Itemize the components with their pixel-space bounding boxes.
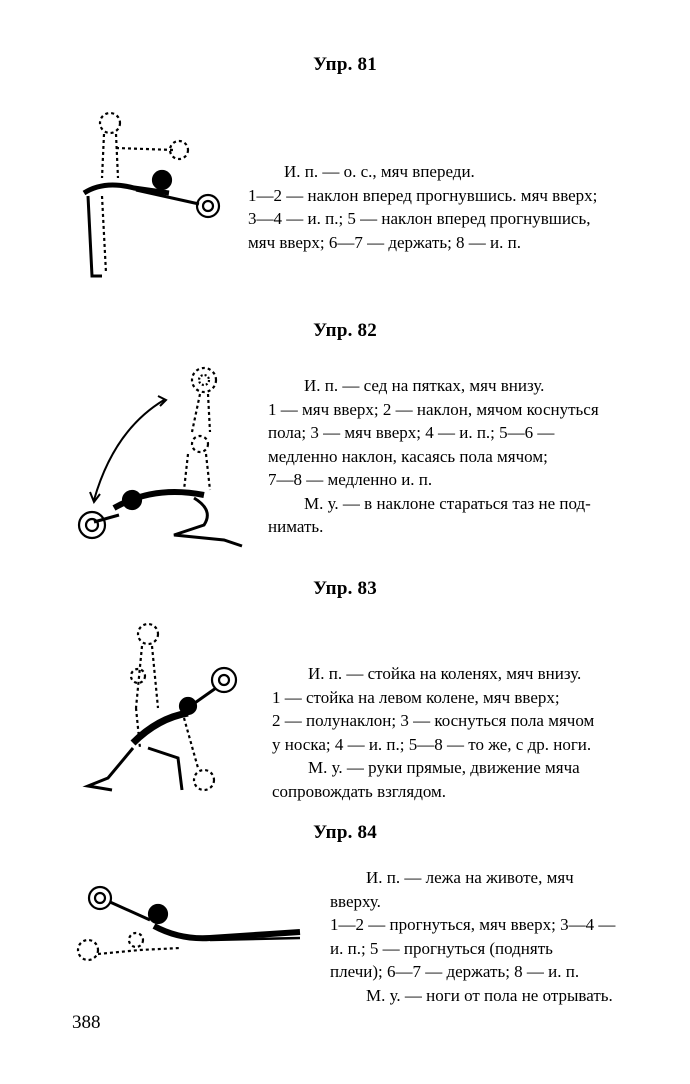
text-line: М. у. — в наклоне стараться таз не под-	[304, 493, 591, 513]
text-line: И. п. — стойка на коленях, мяч внизу.	[308, 664, 582, 683]
text-line: 1 — мяч вверх; 2 — наклон, мячом коснуться	[268, 399, 599, 419]
text-line: 1—2 — наклон вперед прогнувшись. мяч вверх;	[248, 185, 598, 205]
text-line: И. п. — о. с., мяч впереди.	[284, 162, 475, 181]
exercise-83-text	[272, 662, 644, 803]
exercise-84-text	[330, 866, 642, 1007]
text-line: И. п. — лежа на животе, мяч	[366, 868, 574, 887]
text-line: 1—2 — прогнуться, мяч вверх; 3—4 —	[330, 915, 616, 934]
text-line: 1 — стойка на левом колене, мяч вверх;	[272, 687, 560, 707]
exercise-83-figure	[78, 618, 258, 803]
text-line: пола; 3 — мяч вверх; 4 — и. п.; 5—6 —	[268, 423, 555, 442]
text-line: И. п. — сед на пятках, мяч внизу.	[304, 376, 545, 395]
text-line: нимать.	[268, 517, 324, 536]
text-line: сопровождать взглядом.	[272, 781, 447, 801]
text-line: М. у. — ноги от пола не отрывать.	[366, 985, 613, 1005]
text-line: 7—8 — медленно и. п.	[268, 470, 433, 489]
exercise-82-text	[268, 374, 646, 539]
exercise-82-figure	[74, 360, 254, 555]
exercise-84-title: Упр. 84	[313, 822, 377, 843]
exercise-83-title: Упр. 83	[313, 578, 377, 599]
exercise-81-title: Упр. 81	[313, 54, 377, 75]
text-line: 3—4 — и. п.; 5 — наклон вперед прогнувшись,	[248, 209, 591, 228]
text-line: плечи); 6—7 — держать; 8 — и. п.	[330, 962, 580, 981]
text-line: 2 — полунаклон; 3 — коснуться пола мячом	[272, 711, 595, 730]
text-line: вверху.	[330, 891, 381, 911]
text-line: и. п.; 5 — прогнуться (поднять	[330, 938, 553, 958]
page-number: 388	[72, 1012, 101, 1033]
exercise-81-text	[248, 160, 648, 254]
text-line: медленно наклон, касаясь пола мячом;	[268, 446, 548, 466]
exercise-81-figure	[74, 108, 234, 283]
exercise-84-figure	[70, 878, 320, 973]
exercise-82-title: Упр. 82	[313, 320, 377, 341]
text-line: мяч вверх; 6—7 — держать; 8 — и. п.	[248, 232, 521, 252]
text-line: у носка; 4 — и. п.; 5—8 — то же, с др. ноги.	[272, 734, 592, 754]
text-line: М. у. — руки прямые, движение мяча	[308, 758, 580, 777]
